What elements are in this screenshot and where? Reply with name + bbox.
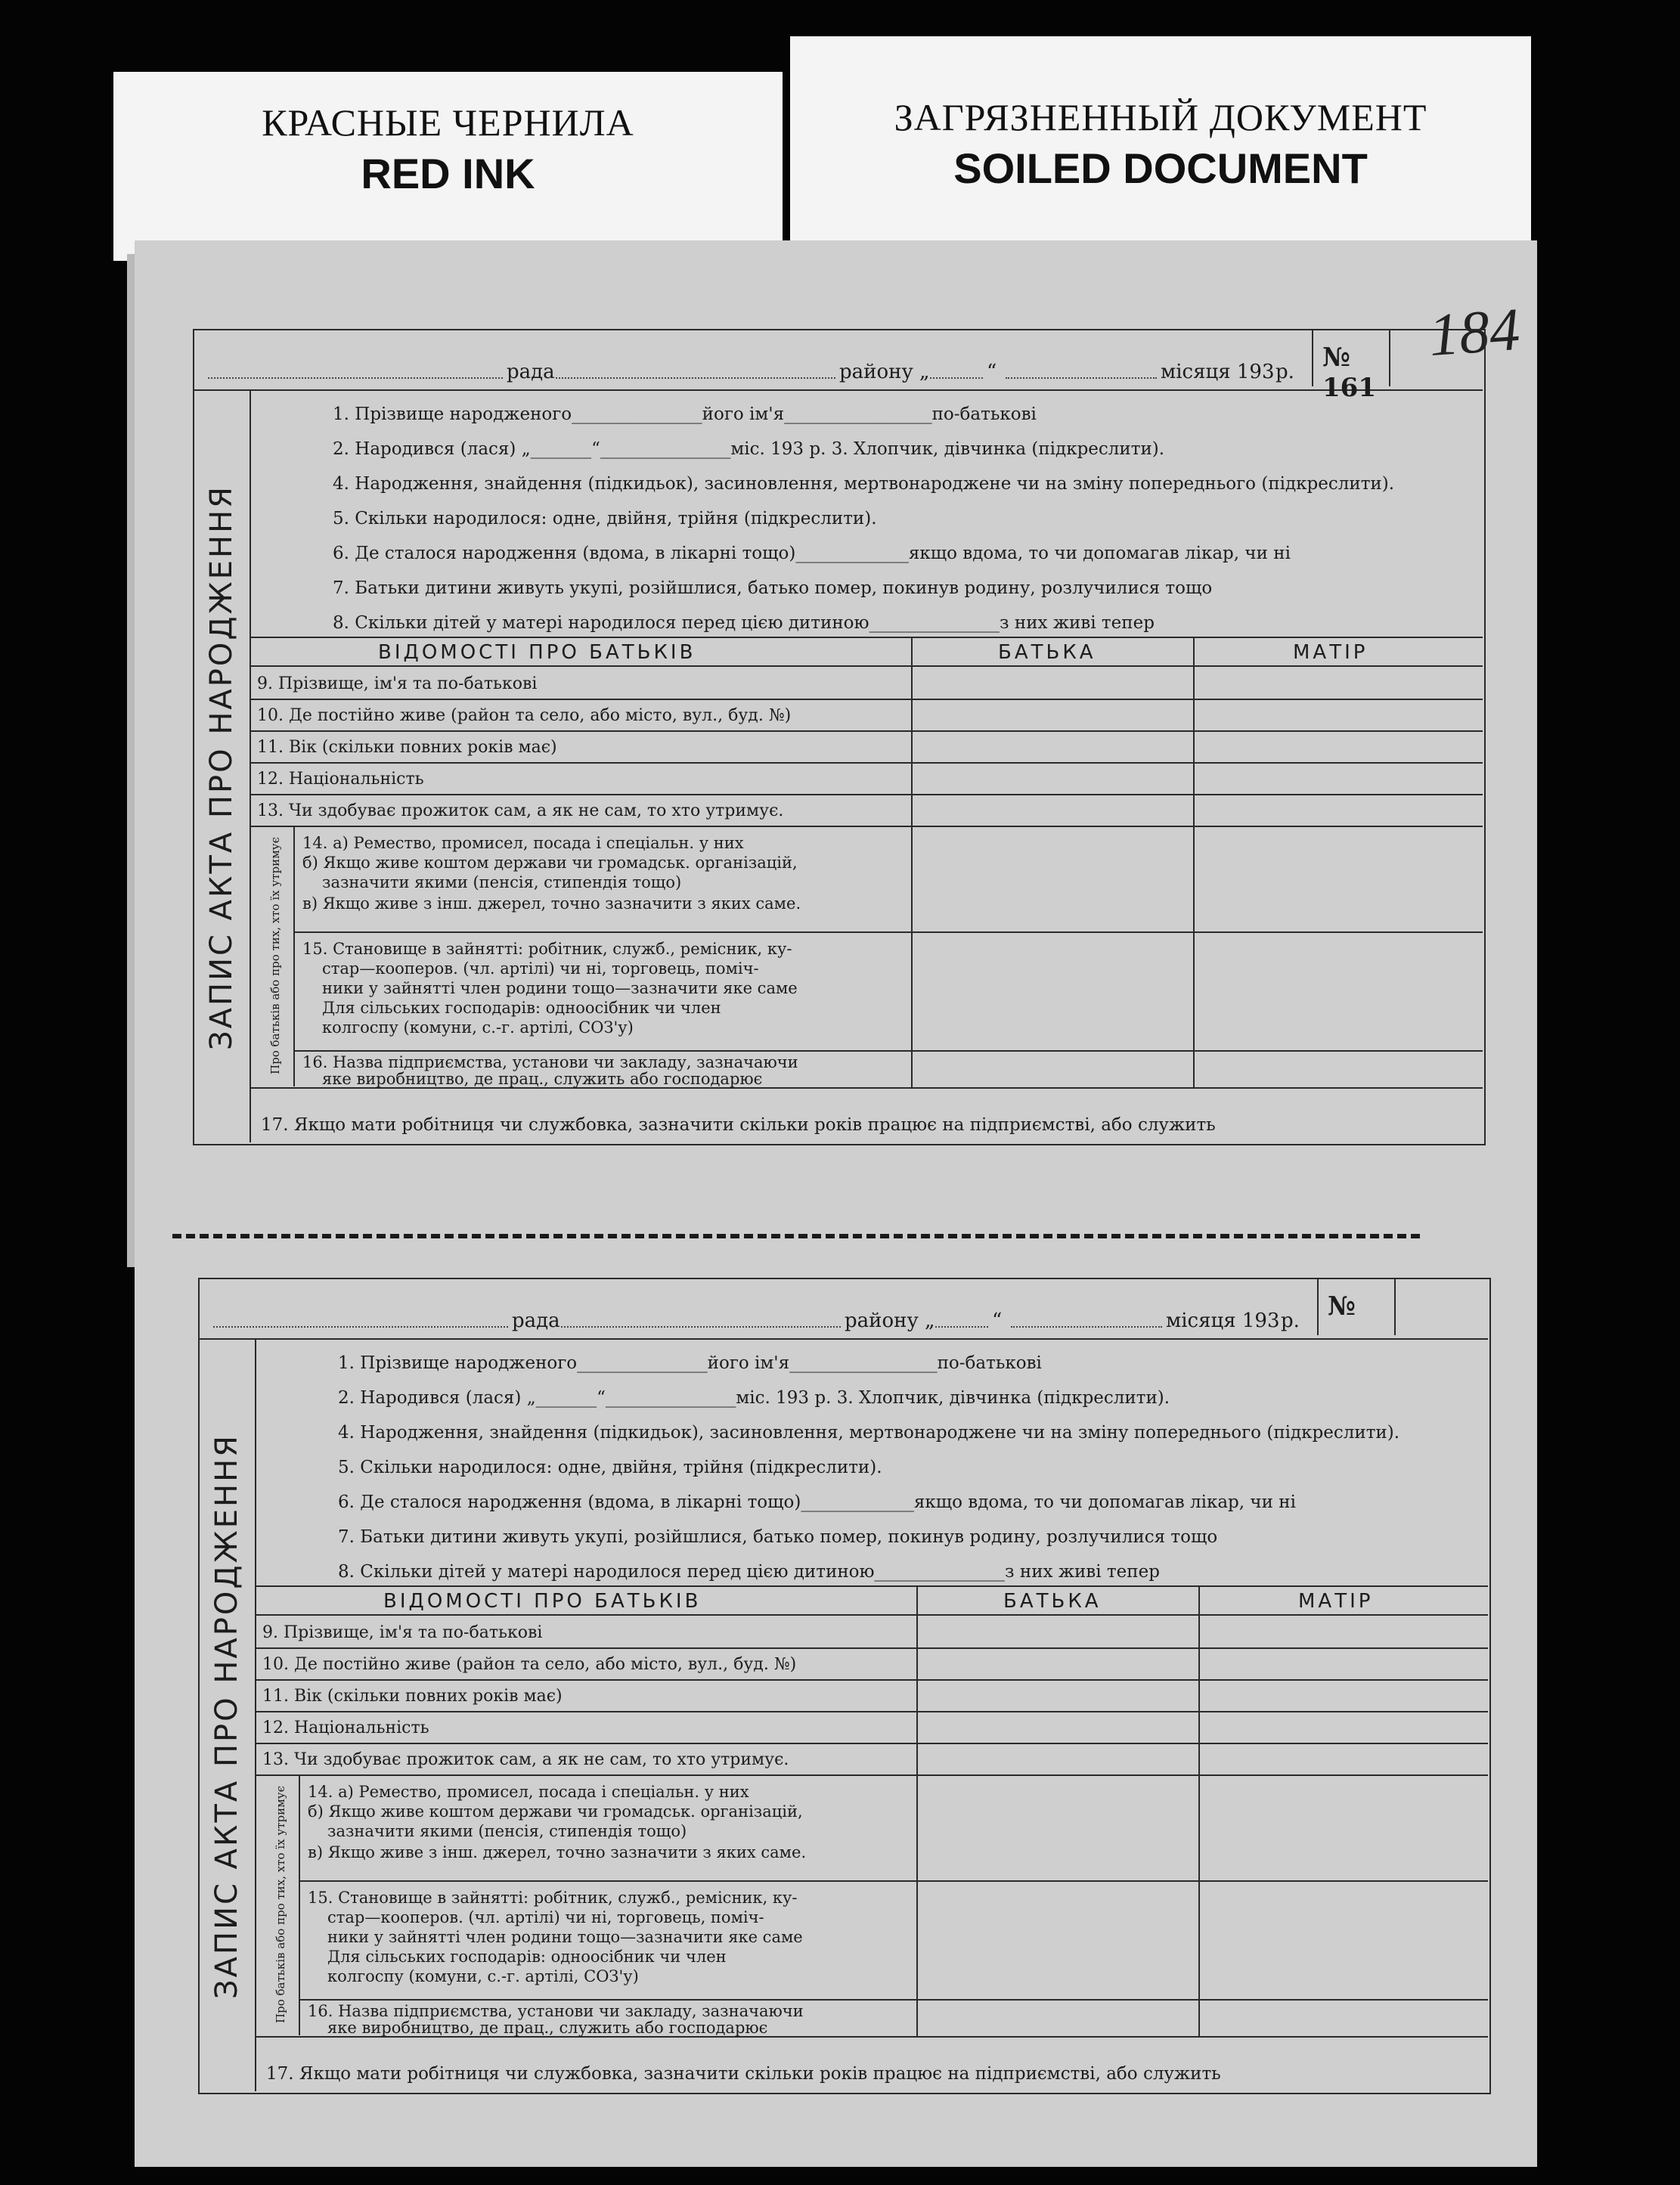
raion-line: [561, 1326, 841, 1328]
form-side-title: ЗАПИС АКТА ПРО НАРОДЖЕННЯ: [204, 485, 239, 1050]
soiled-document-label: [790, 36, 1531, 263]
rada-label: рада: [512, 1309, 560, 1332]
record-number: № 161: [1322, 342, 1376, 403]
raion-label: району „: [845, 1309, 935, 1332]
year-suffix: р.: [1281, 1309, 1300, 1332]
rada-line: [213, 1326, 508, 1328]
parents-subside: Про батьків або про тих, хто їх утримує: [257, 827, 295, 1086]
parents-info-header: ВІДОМОСТІ ПРО БАТЬКІВ: [378, 641, 696, 664]
birth-record-form-top: рада району „ “ місяця 193 р. № 161 ЗАПИС АКТА ПРО НАРОДЖЕННЯ 1. Прізвище народженого_______________його ім'я_________________по-батькові 2. Народився (лася) „_______“_______________міс. 193 р. 3. Хлопчик, дівчинка (підкреслити). 4. Народження, знайдення (підкидьок), засиновлення, мертвонароджене чи на зміну попереднього (підкреслити). 5. Скільки народилося: одне, двійня, трійня (підкреслити). 6. Де сталося народження (вдома, в лікарні тощо)_____________якщо вдома, то чи допомагав лікар, чи ні 7. Батьки дитини живуть укупі, розійшлися, батько помер, покинув родину, розлучилися тощо 8. Скільки дітей у матері народилося перед цією дитиною_______________з них живі тепер ВІДОМОСТІ ПРО БАТЬКІВ БАТЬКА МАТІР 9. Прізвище, ім'я та по-батькові 10. Де постійно живе (район та село, або місто, вул., буд. №) 11. Вік (скільки повних років має) 12. Національність 13. Чи здобуває прожиток сам, а як не сам, то хто утримує. Про батьків або про тих, хто їх утримує 14. а) Ремество, промисел, посада і спеціальн. у них б) Якщо живе коштом держави чи громадськ. організацій, зазначити якими (пенсія, стипендія тощо) в) Якщо живе з інш. джерел, точно зазначити з яких саме. 15. Становище в зайнятті: робітник, служб., ремісник, ку- стар—кооперов. (чл. артілі) чи ні, торговець, поміч- ники у зайнятті член родини тощо—зазначити яке саме Для сільських господарів: одноосібник чи член колгоспу (комуни, с.-г. артілі, СОЗ'у) 16. Назва підприємства, установи чи закладу, зазначаючи яке виробництво, де прац., служить або господарює 17. Якщо мати робітниця чи службовка, зазначити скільки років працює на підприємстві, або служить: [193, 329, 1486, 1145]
table-row-9: 9. Прізвище, ім'я та по-батькові: [257, 674, 538, 693]
table-row-15d: Для сільських господарів: одноосібник чи член: [327, 1948, 727, 1966]
red-ink-label-ru: КРАСНЫЕ ЧЕРНИЛА: [262, 101, 634, 144]
record-number: №: [1328, 1291, 1356, 1322]
form-row-17: 17. Якщо мати робітниця чи службовка, зазначити скільки років працює на підприємстві, або служить: [261, 1115, 1216, 1135]
record-number-box: [1312, 329, 1390, 403]
table-row-13: 13. Чи здобуває прожиток сам, а як не сам, то хто утримує.: [262, 1750, 789, 1769]
day-line: [930, 377, 983, 379]
parents-subside: Про батьків або про тих, хто їх утримує: [262, 1776, 300, 2035]
table-row-14c: в) Якщо живе з інш. джерел, точно зазначити з яких саме.: [302, 894, 801, 913]
red-ink-label-en: RED INK: [361, 150, 535, 197]
table-row-16b: яке виробництво, де прац., служить або господарює: [322, 1070, 763, 1088]
table-row-14b: б) Якщо живе коштом держави чи громадськ. організацій,: [308, 1802, 803, 1821]
red-ink-label: [113, 72, 783, 261]
month-label: місяця 193: [1161, 361, 1275, 383]
table-row-15c: ники у зайнятті член родини тощо—зазначити яке саме: [327, 1928, 803, 1946]
table-row-15e: колгоспу (комуни, с.-г. артілі, СОЗ'у): [327, 1967, 639, 1985]
table-row-11: 11. Вік (скільки повних років має): [257, 738, 557, 757]
month-line: [1006, 377, 1157, 379]
month-line: [1011, 1326, 1162, 1328]
table-row-15d: Для сільських господарів: одноосібник чи член: [322, 999, 721, 1017]
father-column-header: БАТЬКА: [998, 641, 1096, 664]
table-row-13: 13. Чи здобуває прожиток сам, а як не сам, то хто утримує.: [257, 801, 784, 820]
form-side-title: ЗАПИС АКТА ПРО НАРОДЖЕННЯ: [209, 1433, 244, 1999]
table-head-line: [255, 1614, 1488, 1616]
table-row-14c: в) Якщо живе з інш. джерел, точно зазначити з яких саме.: [308, 1843, 807, 1861]
table-row-16a: 16. Назва підприємства, установи чи закладу, зазначаючи: [308, 2002, 804, 2020]
table-row-10: 10. Де постійно живе (район та село, або місто, вул., буд. №): [257, 706, 792, 725]
mother-column-header: МАТІР: [1293, 641, 1368, 664]
form-header: [193, 329, 1483, 403]
father-column-header: БАТЬКА: [1003, 1590, 1102, 1613]
parents-table: [255, 1585, 1488, 2038]
table-row-11: 11. Вік (скільки повних років має): [262, 1687, 563, 1706]
table-row-9: 9. Прізвище, ім'я та по-батькові: [262, 1623, 543, 1642]
table-row-14b: б) Якщо живе коштом держави чи громадськ. організацій,: [302, 854, 798, 872]
col-divider-2: [1193, 638, 1195, 1087]
rada-label: рада: [507, 361, 555, 383]
col-divider-2: [1198, 1587, 1200, 2036]
form-row-17: 17. Якщо мати робітниця чи службовка, зазначити скільки років працює на підприємстві, або служить: [266, 2064, 1221, 2084]
rada-line: [208, 377, 503, 379]
mother-column-header: МАТІР: [1298, 1590, 1374, 1613]
col-divider-1: [916, 1587, 918, 2036]
table-row-12: 12. Національність: [257, 770, 424, 789]
table-row-15a: 15. Становище в зайнятті: робітник, служб., ремісник, ку-: [308, 1889, 798, 1907]
day-line: [935, 1326, 988, 1328]
table-row-14a: 14. а) Ремество, промисел, посада і спеціальн. у них: [308, 1783, 749, 1801]
table-row-14b-2: зазначити якими (пенсія, стипендія тощо): [322, 873, 682, 891]
birth-record-form-bottom: рада району „ “ місяця 193 р. № ЗАПИС АКТА ПРО НАРОДЖЕННЯ 1. Прізвище народженого_______________його ім'я_________________по-батькові 2. Народився (лася) „_______“_______________міс. 193 р. 3. Хлопчик, дівчинка (підкреслити). 4. Народження, знайдення (підкидьок), засиновлення, мертвонароджене чи на зміну попереднього (підкреслити). 5. Скільки народилося: одне, двійня, трійня (підкреслити). 6. Де сталося народження (вдома, в лікарні тощо)_____________якщо вдома, то чи допомагав лікар, чи ні 7. Батьки дитини живуть укупі, розійшлися, батько помер, покинув родину, розлучилися тощо 8. Скільки дітей у матері народилося перед цією дитиною_______________з них живі тепер ВІДОМОСТІ ПРО БАТЬКІВ БАТЬКА МАТІР 9. Прізвище, ім'я та по-батькові 10. Де постійно живе (район та село, або місто, вул., буд. №) 11. Вік (скільки повних років має) 12. Національність 13. Чи здобуває прожиток сам, а як не сам, то хто утримує. Про батьків або про тих, хто їх утримує 14. а) Ремество, промисел, посада і спеціальн. у них б) Якщо живе коштом держави чи громадськ. організацій, зазначити якими (пенсія, стипендія тощо) в) Якщо живе з інш. джерел, точно зазначити з яких саме. 15. Становище в зайнятті: робітник, служб., ремісник, ку- стар—кооперов. (чл. артілі) чи ні, торговець, поміч- ники у зайнятті член родини тощо—зазначити яке саме Для сільських господарів: одноосібник чи член колгоспу (комуни, с.-г. артілі, СОЗ'у) 16. Назва підприємства, установи чи закладу, зазначаючи яке виробництво, де прац., служить або господарює 17. Якщо мати робітниця чи службовка, зазначити скільки років працює на підприємстві, або служить: [198, 1278, 1491, 2094]
soiled-label-ru: ЗАГРЯЗНЕННЫЙ ДОКУМЕНТ: [894, 96, 1427, 138]
year-suffix: р.: [1275, 361, 1294, 383]
table-row-15b: стар—кооперов. (чл. артілі) чи ні, торговець, поміч-: [327, 1908, 764, 1926]
table-row-15c: ники у зайнятті член родини тощо—зазначити яке саме: [322, 979, 798, 997]
soiled-label-en: SOILED DOCUMENT: [953, 144, 1368, 192]
form-header: [198, 1278, 1488, 1340]
page-number: 184: [1427, 296, 1522, 370]
parents-info-header: ВІДОМОСТІ ПРО БАТЬКІВ: [383, 1590, 702, 1613]
table-row-16a: 16. Назва підприємства, установи чи закладу, зазначаючи: [302, 1053, 798, 1071]
quote-mark: “: [992, 1309, 1003, 1332]
quote-mark: “: [987, 361, 997, 383]
raion-label: району „: [839, 361, 930, 383]
month-label: місяця 193: [1166, 1309, 1280, 1332]
perforation-line: [172, 1234, 1420, 1238]
table-row-12: 12. Національність: [262, 1719, 429, 1737]
table-row-14b-2: зазначити якими (пенсія, стипендія тощо): [327, 1822, 687, 1840]
raion-line: [556, 377, 835, 379]
table-row-15b: стар—кооперов. (чл. артілі) чи ні, торговець, поміч-: [322, 959, 759, 978]
parents-table: [250, 637, 1483, 1089]
form-sidebar: [193, 389, 251, 1142]
form-sidebar: [198, 1338, 256, 2091]
table-row-16b: яке виробництво, де прац., служить або господарює: [327, 2019, 768, 2037]
col-divider-1: [911, 638, 913, 1087]
table-row-14a: 14. а) Ремество, промисел, посада і спеціальн. у них: [302, 834, 744, 852]
record-number-box: [1317, 1278, 1396, 1335]
table-row-15e: колгоспу (комуни, с.-г. артілі, СОЗ'у): [322, 1018, 634, 1037]
table-row-15a: 15. Становище в зайнятті: робітник, служб., ремісник, ку-: [302, 940, 792, 958]
table-row-10: 10. Де постійно живе (район та село, або місто, вул., буд. №): [262, 1655, 797, 1674]
table-head-line: [250, 665, 1483, 667]
